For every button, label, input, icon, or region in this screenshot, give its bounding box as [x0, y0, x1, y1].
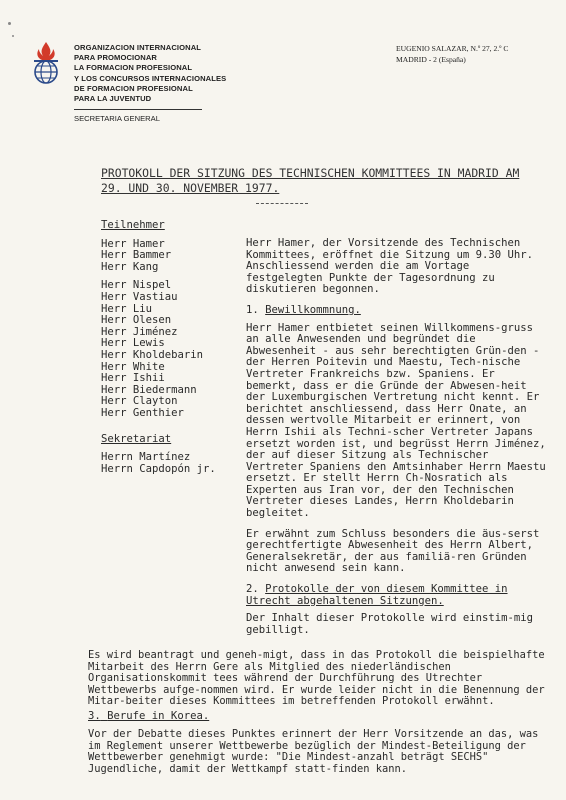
secretariat-heading: Sekretariat	[101, 432, 172, 445]
org-line: LA FORMACION PROFESIONAL	[74, 63, 193, 73]
address-street: EUGENIO SALAZAR, N.º 27, 2.º C	[396, 44, 509, 53]
section-2-heading	[246, 584, 546, 607]
title-line-2: 29. UND 30. NOVEMBER 1977.	[101, 180, 280, 195]
participant-name: Herr Clayton	[101, 395, 178, 408]
participant-name: Herr Kang	[101, 260, 159, 273]
address-city: MADRID - 2 (España)	[396, 55, 466, 64]
minutes-body	[246, 238, 546, 636]
section-title: Protokolle der von diesem Kommittee in Utrecht abgehaltenen Sitzungen.	[246, 583, 508, 607]
participant-name: Herr Hamer	[101, 237, 165, 250]
section-2-continuation	[88, 650, 546, 708]
participant-name: Herr Genthier	[101, 406, 184, 419]
participant-name: Herr Ishii	[101, 372, 165, 385]
participant-name: Herr Biedermann	[101, 383, 197, 396]
intro-paragraph: Herr Hamer, der Vorsitzende des Technischen Kommittees, eröffnet die Sitzung um 9.30 Uhr. Anschliessend werden die am Vortage festgelegten Punkte der Tagesordnung zu diskutieren begonnen.	[246, 237, 534, 296]
participant-name: Herr Olesen	[101, 314, 172, 327]
participants-list	[101, 220, 251, 475]
paper-speck	[12, 35, 14, 37]
section-1-paragraph-2: Er erwähnt zum Schluss besonders die äus-serst gerechtfertigte Abwesenheit des Herrn Albert, Generalsekretär, der aus familiä-ren Gründen nicht anwesend sein kann.	[246, 527, 540, 575]
section-number: 3.	[88, 710, 101, 722]
participant-name: Herr Bammer	[101, 249, 172, 262]
participant-name: Herr Nispel	[101, 279, 172, 292]
section-3-paragraph: Vor der Debatte dieses Punktes erinnert der Herr Vorsitzende an das, was im Reglement unserer Wettbewerbe bezüglich der Mindest-Beteiligung der Wettbewerber genehmigt wurde: "Die Mindest-anzahl beträgt SECHS" Jugendliche, damit der Wettkampf statt-finden kann.	[88, 728, 539, 775]
document-title	[101, 166, 541, 195]
participant-name: Herr Lewis	[101, 337, 165, 350]
org-line: DE FORMACION PROFESIONAL	[74, 83, 193, 93]
section-2-paragraph-start: Der Inhalt dieser Protokolle wird einstim-mig gebilligt.	[246, 612, 534, 636]
participant-name: Herr Jiménez	[101, 325, 178, 338]
title-separator	[256, 203, 308, 206]
section-title: Berufe in Korea.	[107, 710, 210, 722]
letterhead-address	[396, 43, 509, 65]
organization-name	[74, 43, 226, 104]
organization-logo	[30, 40, 62, 88]
secretariat-name: Herrn Capdopón jr.	[101, 462, 216, 475]
title-line-1: PROTOKOLL DER SITZUNG DES TECHNISCHEN KOMMITTEES IN MADRID AM	[101, 166, 520, 180]
participants-heading: Teilnehmer	[101, 219, 165, 231]
org-line: PARA PROMOCIONAR	[74, 53, 158, 63]
section-1-paragraph: Herr Hamer entbietet seinen Willkommens-gruss an alle Anwesenden und begründet die Abwesenheit - aus sehr berechtigten Grün-den - der Herren Poitevin und Maestu, Tech-nische Vertreter Frankreichs bzw. Spaniens. Er bemerkt, dass er die Gründe der Abwesen-heit der Luxemburgischen Vertretung nicht kennt. Er berichtet anschliessend, dass Herr Onate, an dessen wertvolle Mitarbeit er erinnert, von Herrn Ishii als Techni-scher Vertreter Japans ersetzt worden ist, und begrüsst Herrn Jiménez, der auf dieser Sitzung als Technischer Vertreter Spaniens den Amtsinhaber Herrn Maestu ersetzt. Er stellt Herrn Ch-Nosratich als Experten aus Iran vor, der den Technischen Vertreter dieses Landes, Herrn Kholdebarin begleitet.	[246, 321, 546, 520]
section-title: Bewillkommnung.	[265, 303, 361, 316]
section-number: 2.	[246, 583, 259, 596]
participant-name: Herr White	[101, 360, 165, 373]
paper-speck	[8, 22, 11, 25]
secretaria-label: SECRETARIA GENERAL	[74, 114, 160, 123]
section-3-heading	[88, 710, 209, 722]
section-1-heading	[246, 305, 546, 317]
header-divider	[74, 109, 202, 110]
globe-flame-emblem-icon	[30, 40, 62, 88]
secretariat-name: Herrn Martínez	[101, 451, 191, 464]
org-line: Y LOS CONCURSOS INTERNACIONALES	[74, 73, 227, 83]
participant-name: Herr Liu	[101, 302, 153, 315]
participant-name: Herr Kholdebarin	[101, 348, 204, 361]
org-line: PARA LA JUVENTUD	[74, 94, 152, 104]
org-line: ORGANIZACION INTERNACIONAL	[74, 43, 202, 52]
section-2-paragraph-rest: Es wird beantragt und geneh-migt, dass in das Protokoll die beispielhafte Mitarbeit des Herrn Gere als Mitglied des niederländischen Organisationskommit tees während der Durchführung des Utrechter Wettbewerbs aufge-nommen wird. Er wurde leider nicht in die Benennung der Mitar-beiter dieses Kommittees im betreffenden Protokoll erwähnt.	[88, 649, 545, 708]
section-number: 1.	[246, 303, 259, 316]
participant-name: Herr Vastiau	[101, 290, 178, 303]
section-3-body	[88, 729, 546, 775]
